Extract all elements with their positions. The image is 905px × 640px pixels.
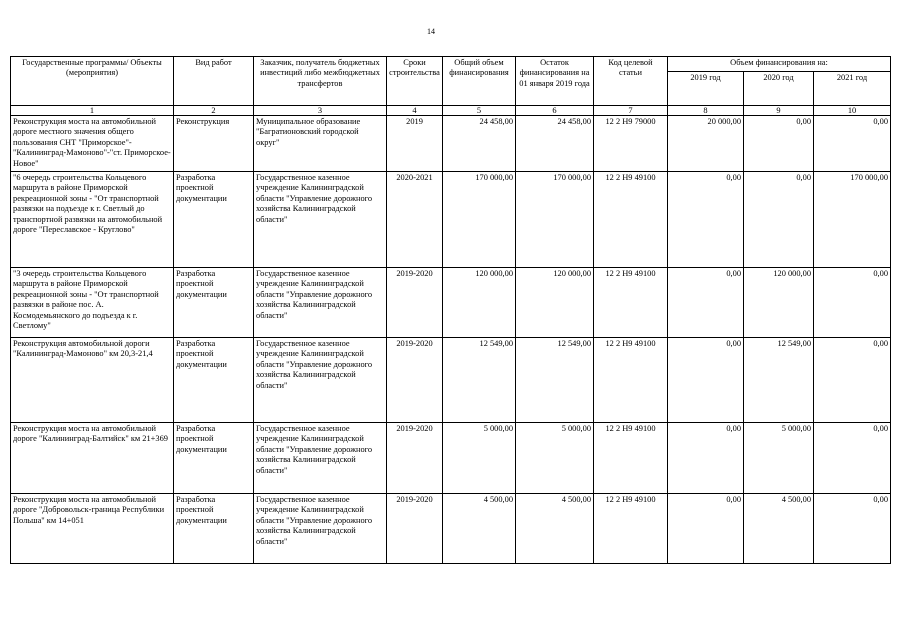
work-cell: Разработка проектной документации [174,338,254,423]
column-number: 5 [443,106,516,116]
header-work-type: Вид работ [174,57,254,106]
code-cell: 12 2 Н9 49100 [594,423,668,494]
customer-cell: Государственное казенное учреждение Калининградской области "Управление дорожного хозяйства Калининградской области" [254,423,387,494]
code-cell: 12 2 Н9 49100 [594,172,668,268]
y2020-cell: 4 500,00 [744,494,814,564]
table-row [11,172,891,268]
y2021-cell: 0,00 [814,116,891,172]
program-cell: Реконструкция автомобильной дороги "Калининград-Мамоново" км 20,3-21,4 [11,338,174,423]
remainder-cell: 24 458,00 [516,116,594,172]
total-cell: 12 549,00 [443,338,516,423]
column-number: 8 [668,106,744,116]
remainder-cell: 4 500,00 [516,494,594,564]
column-number: 9 [744,106,814,116]
y2019-cell: 0,00 [668,494,744,564]
y2020-cell: 0,00 [744,116,814,172]
table-row [11,494,891,564]
column-number: 10 [814,106,891,116]
y2020-cell: 120 000,00 [744,268,814,338]
period-cell: 2019-2020 [387,338,443,423]
total-cell: 120 000,00 [443,268,516,338]
header-2019: 2019 год [668,72,744,106]
program-cell: Реконструкция моста на автомобильной дороге "Добровольск-граница Республики Польша" км 14+051 [11,494,174,564]
period-cell: 2019-2020 [387,494,443,564]
y2019-cell: 0,00 [668,423,744,494]
header-funding: Объем финансирования на: [668,57,891,72]
table-row [11,338,891,423]
period-cell: 2019-2020 [387,423,443,494]
customer-cell: Государственное казенное учреждение Калининградской области "Управление дорожного хозяйства Калининградской области" [254,494,387,564]
customer-cell: Государственное казенное учреждение Калининградской области "Управление дорожного хозяйства Калининградской области" [254,268,387,338]
remainder-cell: 12 549,00 [516,338,594,423]
work-cell: Разработка проектной документации [174,172,254,268]
y2021-cell: 0,00 [814,494,891,564]
customer-cell: Государственное казенное учреждение Калининградской области "Управление дорожного хозяйства Калининградской области" [254,338,387,423]
work-cell: Разработка проектной документации [174,423,254,494]
total-cell: 170 000,00 [443,172,516,268]
total-cell: 4 500,00 [443,494,516,564]
program-cell: "6 очередь строительства Кольцевого маршрута в районе Приморской рекреационной зоны - "От транспортной развязки на подъезде к г. Светлый до транспортной развязки на автомобильной дороге "Переславское - Круглово" [11,172,174,268]
work-cell: Разработка проектной документации [174,494,254,564]
code-cell: 12 2 Н9 79000 [594,116,668,172]
y2019-cell: 0,00 [668,172,744,268]
y2021-cell: 0,00 [814,268,891,338]
remainder-cell: 170 000,00 [516,172,594,268]
column-number: 2 [174,106,254,116]
period-cell: 2020-2021 [387,172,443,268]
period-cell: 2019 [387,116,443,172]
y2021-cell: 0,00 [814,338,891,423]
remainder-cell: 120 000,00 [516,268,594,338]
y2020-cell: 5 000,00 [744,423,814,494]
column-number: 3 [254,106,387,116]
column-number: 1 [11,106,174,116]
header-programs: Государственные программы/ Объекты (мероприятия) [11,57,174,106]
column-numbers-row [11,106,891,116]
header-code: Код целевой статьи [594,57,668,106]
table-row [11,423,891,494]
header-2021: 2021 год [814,72,891,106]
column-number: 6 [516,106,594,116]
y2019-cell: 0,00 [668,268,744,338]
customer-cell: Муниципальное образование "Багратионовский городской округ" [254,116,387,172]
program-cell: Реконструкция моста на автомобильной дороге местного значения общего пользования СНТ "Приморское"-"Калининград-Мамоново"-"ст. Приморское-Новое" [11,116,174,172]
total-cell: 5 000,00 [443,423,516,494]
work-cell: Реконструкция [174,116,254,172]
table-row [11,268,891,338]
header-period: Сроки строительства [387,57,443,106]
program-cell: "3 очередь строительства Кольцевого маршрута в районе Приморской рекреационной зоны - "От транспортной развязки в районе пос. А. Космодемьянского до подъезда к г. Светлому" [11,268,174,338]
code-cell: 12 2 Н9 49100 [594,494,668,564]
column-number: 4 [387,106,443,116]
period-cell: 2019-2020 [387,268,443,338]
y2021-cell: 0,00 [814,423,891,494]
code-cell: 12 2 Н9 49100 [594,268,668,338]
program-cell: Реконструкция моста на автомобильной дороге "Калининград-Балтийск" км 21+369 [11,423,174,494]
table-row [11,116,891,172]
header-remainder: Остаток финансирования на 01 января 2019 года [516,57,594,106]
header-total: Общий объем финансирования [443,57,516,106]
funding-table [10,56,891,564]
column-number: 7 [594,106,668,116]
header-2020: 2020 год [744,72,814,106]
work-cell: Разработка проектной документации [174,268,254,338]
y2020-cell: 0,00 [744,172,814,268]
page-number: 14 [427,27,435,36]
header-customer: Заказчик, получатель бюджетных инвестиций либо межбюджетных трансфертов [254,57,387,106]
y2020-cell: 12 549,00 [744,338,814,423]
y2019-cell: 20 000,00 [668,116,744,172]
y2021-cell: 170 000,00 [814,172,891,268]
code-cell: 12 2 Н9 49100 [594,338,668,423]
remainder-cell: 5 000,00 [516,423,594,494]
customer-cell: Государственное казенное учреждение Калининградской области "Управление дорожного хозяйства Калининградской области" [254,172,387,268]
total-cell: 24 458,00 [443,116,516,172]
y2019-cell: 0,00 [668,338,744,423]
